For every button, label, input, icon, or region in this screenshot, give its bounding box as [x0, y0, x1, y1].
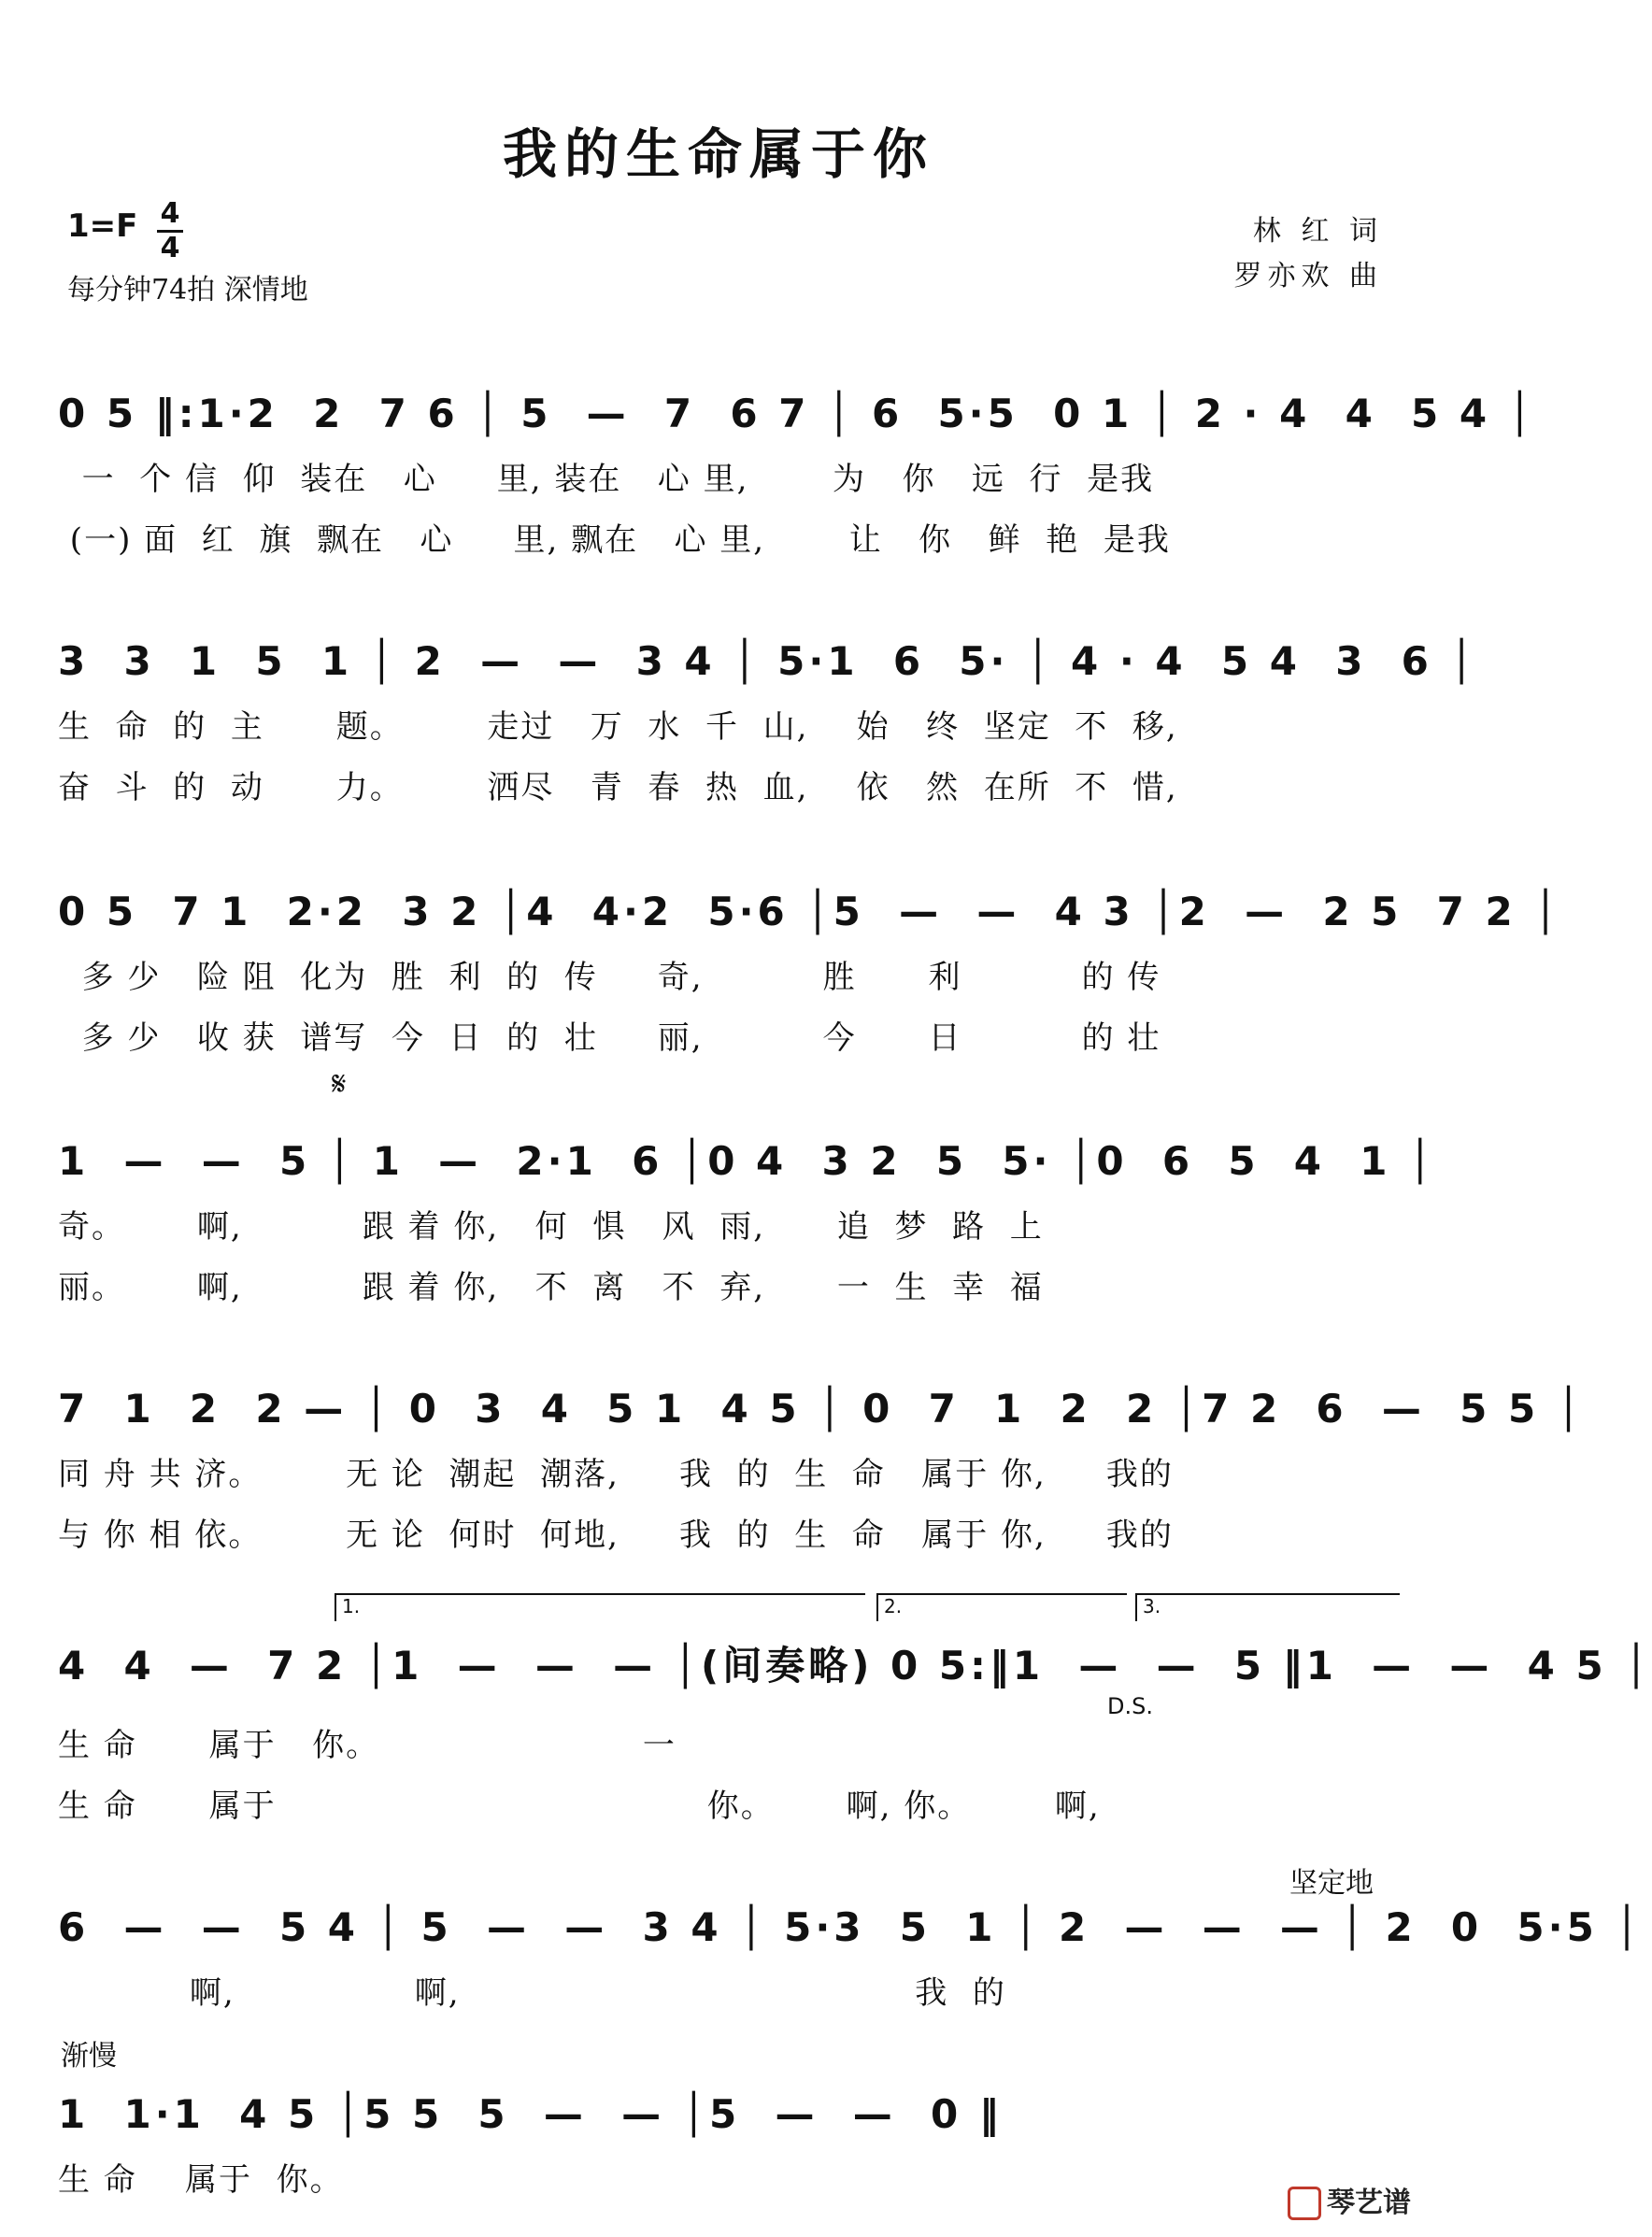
lyric-verse-2: 多 少 收 获 谱写 今 日 的 壮 丽, 今 日 的 壮: [58, 1019, 1161, 1057]
staff-system-5: [58, 1364, 1585, 1453]
notation-line: 4 4 — 7 2 │1 — — — │(间奏略) 0 5:‖1 — — 5 ‖1 — — 4 5 │: [58, 1643, 1652, 1688]
notation-line: 1 1·1 4 5 │5 5 5 — — │5 — — 0 ‖: [58, 2091, 1003, 2137]
lyric-verse-2: 与 你 相 依。 无 论 何时 何地, 我 的 生 命 属于 你, 我的: [58, 1517, 1174, 1554]
notation-line: 0 5 ‖:1·2 2 7 6 │ 5 — 7 6 7 │ 6 5·5 0 1 │ 2 · 4 4 5 4 │: [58, 391, 1536, 436]
staff-system-7: [58, 1883, 1643, 1972]
notation-line: 6 — — 5 4 │ 5 — — 3 4 │ 5·3 5 1 │ 2 — — — │ 2 0 5·5 │: [58, 1904, 1643, 1950]
expression-marking: 渐慢: [61, 2040, 117, 2073]
notation-line: 0 5 7 1 2·2 3 2 │4 4·2 5·6 │5 — — 4 3 │2 — 2 5 7 2 │: [58, 889, 1561, 934]
lyric-verse-1: 奇。 啊, 跟 着 你, 何 惧 风 雨, 追 梦 路 上: [58, 1208, 1044, 1246]
composer-credit: 罗亦欢 曲: [1233, 260, 1383, 292]
notation-line: 3 3 1 5 1 │ 2 — — 3 4 │ 5·1 6 5· │ 4 · 4 5 4 3 6 │: [58, 638, 1477, 684]
lyric-verse-1: 多 少 险 阻 化为 胜 利 的 传 奇, 胜 利 的 传: [58, 959, 1161, 996]
volta-bracket-3: 3.: [1135, 1593, 1400, 1621]
dal-segno-mark: D.S.: [1107, 1693, 1153, 1719]
lyric-verse-1: 同 舟 共 济。 无 论 潮起 潮落, 我 的 生 命 属于 你, 我的: [58, 1456, 1174, 1493]
staff-system-3: [58, 867, 1561, 956]
notation-line: 7 1 2 2 — │ 0 3 4 5 1 4 5 │ 0 7 1 2 2 │7 2 6 — 5 5 │: [58, 1386, 1585, 1432]
lyric-verse-2: (一) 面 红 旗 飘在 心 里, 飘在 心 里, 让 你 鲜 艳 是我: [58, 521, 1171, 559]
lyricist-credit: 林 红 词: [1252, 215, 1383, 248]
lyric-verse-1: 一 个 信 仰 装在 心 里, 装在 心 里, 为 你 远 行 是我: [58, 461, 1155, 498]
time-signature: [157, 197, 183, 264]
key-signature: 1=F: [67, 207, 138, 245]
expression-marking: 坚定地: [1289, 1867, 1374, 1900]
lyric-verse-1: 生 命 的 主 题。 走过 万 水 千 山, 始 终 坚定 不 移,: [58, 708, 1178, 746]
time-signature-top: 4: [160, 197, 180, 230]
tempo-marking: 每分钟74拍 深情地: [67, 274, 308, 306]
watermark-text: 琴艺谱: [1327, 2186, 1411, 2219]
staff-system-8: [58, 2070, 1394, 2159]
watermark-logo: [1288, 2179, 1411, 2221]
staff-system-4: [58, 1117, 1436, 1205]
staff-system-6: [58, 1621, 1652, 1710]
volta-bracket-2: 2.: [876, 1593, 1127, 1621]
lyric-verse-1: 生 命 属于 你。 一: [58, 1727, 676, 1764]
staff-system-1: [58, 369, 1536, 458]
notation-line: 1 — — 5 │ 1 — 2·1 6 │0 4 3 2 5 5· │0 6 5 4 1 │: [58, 1138, 1436, 1184]
segno-sign: 𝄋: [332, 1065, 347, 1104]
lyric-verse-2: 丽。 啊, 跟 着 你, 不 离 不 弃, 一 生 幸 福: [58, 1269, 1044, 1306]
staff-system-2: [58, 617, 1477, 705]
volta-bracket-1: 1.: [335, 1593, 865, 1621]
page-title: 我的生命属于你: [502, 122, 934, 186]
lyric-verse-1: 啊, 啊, 我 的: [58, 1974, 1006, 2012]
lyric-verse-2: 奋 斗 的 动 力。 洒尽 青 春 热 血, 依 然 在所 不 惜,: [58, 769, 1178, 806]
lyric-verse-2: 生 命 属于 你。 啊, 你。 啊,: [58, 1788, 1101, 1825]
time-signature-bottom: 4: [160, 232, 180, 264]
logo-icon: [1288, 2187, 1321, 2220]
lyric-verse-1: 生 命 属于 你。: [58, 2161, 344, 2199]
